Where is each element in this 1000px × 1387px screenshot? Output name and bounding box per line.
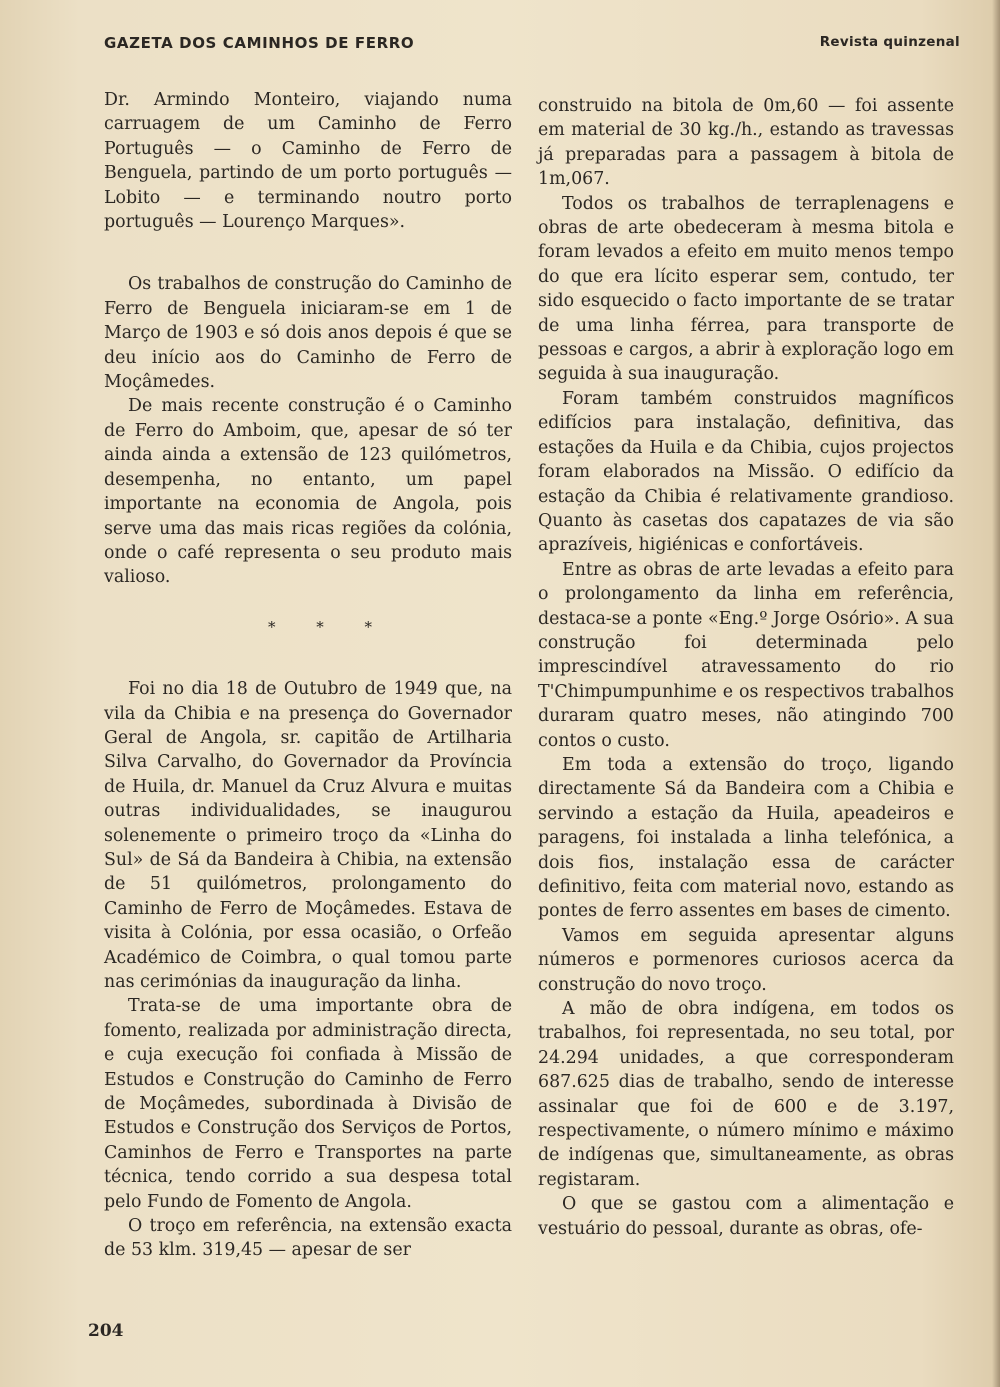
- paragraph: Entre as obras de arte levadas a efeito para o prolongamento da linha em referência, destaca-se a ponte «Eng.º Jorge Osório». A sua construção foi determinada pelo imprescindível atravessamento do rio T'Chimpumpunhime e os respectivos trabalhos duraram quatro meses, não atingindo 700 contos o custo.: [538, 559, 954, 751]
- paragraph: A mão de obra indígena, em todos os trabalhos, foi representada, no seu total, por 24.294 unidades, a que corresponderam 687.625 dias de trabalho, sendo de interesse assinalar que foi de 600 e de 3.197, respectivamente, o número mínimo e máximo de indígenas que, simultaneamente, as obras registaram.: [538, 999, 954, 1190]
- left-column: [104, 88, 512, 1263]
- page-edge-shadow: [992, 0, 1000, 1387]
- section-divider: * * *: [267, 617, 391, 636]
- paragraph: O que se gastou com a alimentação e vestuário do pessoal, durante as obras, ofe-: [538, 1194, 954, 1239]
- journal-subtitle: Revista quinzenal: [819, 34, 960, 50]
- paragraph: Todos os trabalhos de terraplenagens e obras de arte obedeceram à mesma bitola e foram levados a efeito em muito menos tempo do que era lícito esperar sem, contudo, ter sido esquecido o facto importante de se tratar de uma linha férrea, para transporte de pessoas e cargos, a abrir à exploração logo em seguida à sua inauguração.: [538, 193, 954, 385]
- paragraph: De mais recente construção é o Caminho de Ferro do Amboim, que, apesar de só ter ainda ainda a extensão de 123 quilómetros, desempenha, no entanto, um papel importante na economia de Angola, pois serve uma das mais ricas regiões da colónia, onde o café representa o seu produto mais valioso.: [104, 396, 512, 588]
- paragraph: Foram também construidos magníficos edifícios para instalação, definitiva, das estações da Huila e da Chibia, cujos projectos foram elaborados na Missão. O edifício da estação da Chibia é relativamente grandioso. Quanto às casetas dos capatazes de via são aprazíveis, higiénicas e confortáveis.: [538, 388, 954, 556]
- paragraph: Vamos em seguida apresentar alguns números e pormenores curiosos acerca da construção do novo troço.: [538, 925, 954, 995]
- paragraph: Os trabalhos de construção do Caminho de Ferro de Benguela iniciaram-se em 1 de Março de 1903 e só dois anos depois é que se deu início aos do Caminho de Ferro de Moçâmedes.: [104, 274, 512, 393]
- paragraph: construido na bitola de 0m,60 — foi assente em material de 30 kg./h., estando as travessas já preparadas para a passagem à bitola de 1m,067.: [538, 96, 954, 190]
- page-number: 204: [88, 1321, 124, 1341]
- paragraph: Dr. Armindo Monteiro, viajando numa carruagem de um Caminho de Ferro Português — o Caminho de Ferro de Benguela, partindo de um porto português — Lobito — e terminando noutro porto português — Lourenço Marques».: [104, 90, 512, 233]
- paragraph: Foi no dia 18 de Outubro de 1949 que, na vila da Chibia e na presença do Governador Geral de Angola, sr. capitão de Artilharia Silva Carvalho, do Governador da Província de Huila, dr. Manuel da Cruz Alvura e muitas outras individualidades, se inaugurou solenemente o primeiro troço da «Linha do Sul» de Sá da Bandeira à Chibia, na extensão de 51 quilómetros, prolongamento do Caminho de Ferro de Moçâmedes. Estava de visita à Colónia, por essa ocasião, o Orfeão Académico de Coimbra, o qual tomou parte nas cerimónias da inauguração da linha.: [104, 679, 512, 992]
- right-column: [538, 94, 954, 1241]
- paragraph: Em toda a extensão do troço, ligando directamente Sá da Bandeira com a Chibia e servindo a estação da Huila, apeadeiros e paragens, foi instalada a linha telefónica, a dois fios, instalação essa de carácter definitivo, feita com material novo, estando as pontes de ferro assentes em bases de cimento.: [538, 754, 954, 922]
- paragraph: O troço em referência, na extensão exacta de 53 klm. 319,45 — apesar de ser: [104, 1216, 512, 1261]
- journal-title: GAZETA DOS CAMINHOS DE FERRO: [104, 34, 415, 52]
- paragraph: Trata-se de uma importante obra de fomento, realizada por administração directa, e cuja execução foi confiada à Missão de Estudos e Construção do Caminho de Ferro de Moçâmedes, subordinada à Divisão de Estudos e Construção dos Serviços de Portos, Caminhos de Ferro e Transportes na parte técnica, tendo corrido a sua despesa total pelo Fundo de Fomento de Angola.: [104, 996, 512, 1212]
- running-header: [104, 34, 960, 64]
